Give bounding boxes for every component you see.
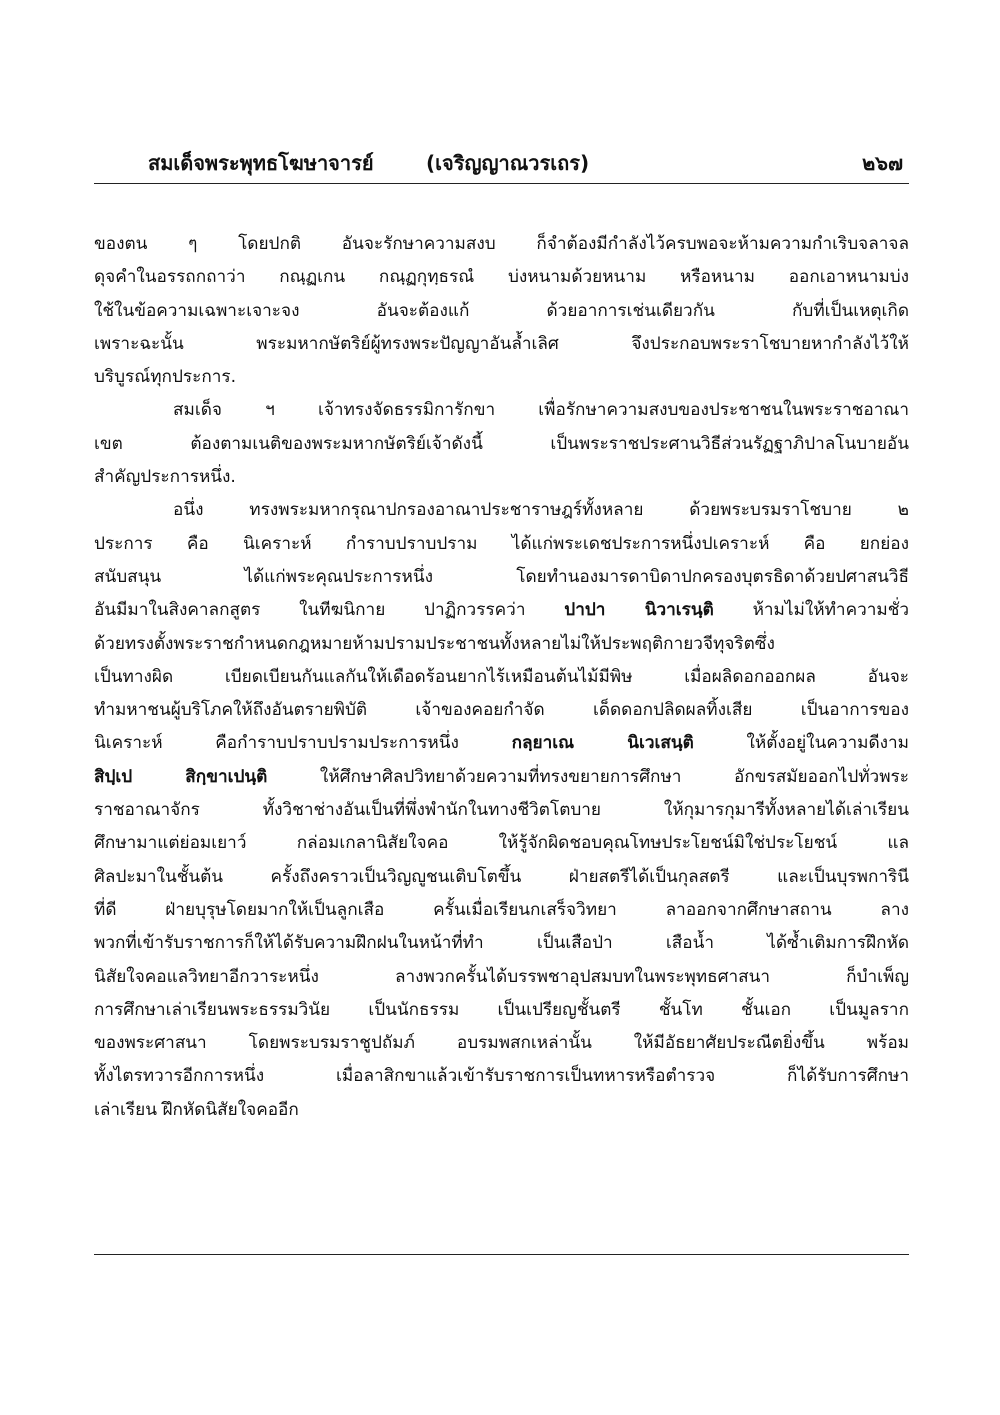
- text-line: ใช้ในข้อความเฉพาะเจาะจง อันจะต้องแก้ ด้วยอาการเช่นเดียวกัน กับที่เป็นเหตุเกิด: [94, 300, 909, 321]
- pali-phrase: กลฺยาเณ นิเวเสนฺติ: [511, 733, 694, 754]
- text-segment: ห้ามไม่ให้ทำความชั่ว: [752, 600, 909, 621]
- page-number: ๒๖๗: [862, 151, 903, 175]
- pali-phrase: ปาปา นิวาเรนฺติ: [564, 600, 714, 621]
- text-line: สมเด็จ ฯ เจ้าทรงจัดธรรมิการักขา เพื่อรักษาความสงบของประชาชนในพระราชอาณา: [173, 400, 909, 421]
- header-title: สมเด็จพระพุทธโฆษาจารย์: [148, 151, 374, 175]
- body-text: [94, 228, 909, 1127]
- text-line: เพราะฉะนั้น พระมหากษัตริย์ผู้ทรงพระปัญญาอันล้ำเลิศ จึงประกอบพระราโชบายหากำลังไว้ให้: [94, 333, 909, 354]
- text-line: นิสัยใจคอแลวิทยาอีกวาระหนึ่ง ลางพวกครั้นได้บรรพชาอุปสมบทในพระพุทธศาสนา ก็บำเพ็ญ: [94, 966, 909, 987]
- text-line: พวกที่เข้ารับราชการก็ให้ได้รับความฝึกฝนในหน้าที่ทำ เป็นเสือป่า เสือน้ำ ได้ซ้ำเติมการฝึกหัด: [94, 933, 909, 954]
- text-line: เป็นทางผิด เบียดเบียนกันแลกันให้เดือดร้อนยากไร้เหมือนต้นไม้มีพิษ เมื่อผลิดอกออกผล อันจะ: [94, 666, 909, 687]
- text-line: ศึกษามาแต่ย่อมเยาว์ กล่อมเกลานิสัยใจคอ ให้รู้จักผิดชอบคุณโทษประโยชน์มิใช่ประโยชน์ แล: [94, 833, 909, 854]
- text-line: ประการ คือ นิเคราะห์ กำราบปราบปราม ได้แก่พระเดชประการหนึ่งปเคราะห์ คือ ยกย่อง: [94, 533, 909, 554]
- text-line: สำคัญประการหนึ่ง.: [94, 467, 236, 488]
- text-line: ของพระศาสนา โดยพระบรมราชูปถัมภ์ อบรมพสกเหล่านั้น ให้มีอัธยาศัยประณีตยิ่งขึ้น พร้อม: [94, 1033, 909, 1054]
- text-line: [94, 727, 909, 760]
- text-line: ทั้งไตรทวารอีกการหนึ่ง เมื่อลาสิกขาแล้วเข้ารับราชการเป็นทหารหรือตำรวจ ก็ได้รับการศึกษา: [94, 1066, 909, 1087]
- text-line: ดุจคำในอรรถกถาว่า กณฺฏเกน กณฺฏกุทฺธรณํ บ่งหนามด้วยหนาม หรือหนาม ออกเอาหนามบ่ง: [94, 267, 909, 288]
- text-line: ศิลปะมาในชั้นต้น ครั้งถึงคราวเป็นวิญญูชนเติบโตขึ้น ฝ่ายสตรีได้เป็นกุลสตรี และเป็นบุรพการินี: [94, 866, 909, 887]
- text-segment: ให้ตั้งอยู่ในความดีงาม: [746, 733, 909, 754]
- text-line: การศึกษาเล่าเรียนพระธรรมวินัย เป็นนักธรรม เป็นเปรียญชั้นตรี ชั้นโท ชั้นเอก เป็นมูลราก: [94, 999, 909, 1020]
- text-line: อนึ่ง ทรงพระมหากรุณาปกรองอาณาประชาราษฎร์ทั้งหลาย ด้วยพระบรมราโชบาย ๒: [173, 500, 909, 521]
- text-line: สนับสนุน ได้แก่พระคุณประการหนึ่ง โดยทำนองมารดาบิดาปกครองบุตรธิดาด้วยปศาสนวิธี: [94, 566, 909, 587]
- text-line: [94, 761, 909, 794]
- text-line: ของตน ๆ โดยปกติ อันจะรักษาความสงบ ก็จำต้องมีกำลังไว้ครบพอจะห้ามความกำเริบจลาจล: [94, 234, 909, 254]
- text-line: ด้วยทรงตั้งพระราชกำหนดกฎหมายห้ามปรามประชาชนทั้งหลายไม่ให้ประพฤติกายวจีทุจริตซึ่ง: [94, 633, 775, 654]
- running-header: [94, 143, 909, 183]
- text-line: ทำมหาชนผู้บริโภคให้ถึงอันตรายพิบัติ เจ้าของคอยกำจัด เด็ดดอกปลิดผลทิ้งเสีย เป็นอาการของ: [94, 700, 909, 721]
- text-segment: ให้ศึกษาศิลปวิทยาด้วยความที่ทรงขยายการศึกษา อักขรสมัยออกไปทั่วพระ: [319, 766, 909, 787]
- text-line: บริบูรณ์ทุกประการ.: [94, 367, 237, 388]
- text-line: เขต ต้องตามเนติของพระมหากษัตริย์เจ้าดังนี้ เป็นพระราชประศานวิธีส่วนรัฏฐาภิปาลโนบายอัน: [94, 433, 909, 454]
- text-line: [94, 594, 909, 627]
- text-segment: นิเคราะห์ คือกำราบปราบปรามประการหนึ่ง: [94, 733, 459, 754]
- text-segment: อันมีมาในสิงคาลกสูตร ในทีฆนิกาย ปาฏิกวรรคว่า: [94, 600, 526, 621]
- header-subtitle: (เจริญญาณวรเถร): [426, 151, 590, 175]
- pali-phrase: สิปฺเป สิกฺขาเปนฺติ: [94, 766, 268, 787]
- text-line: ที่ดี ฝ่ายบุรุษโดยมากให้เป็นลูกเสือ ครั้นเมื่อเรียนกเสร็จวิทยา ลาออกจากศึกษาสถาน ลาง: [94, 899, 909, 920]
- header-rule: [94, 183, 909, 184]
- footer-rule: [94, 1254, 909, 1255]
- text-line: เล่าเรียน ฝึกหัดนิสัยใจคออีก: [94, 1099, 299, 1120]
- text-line: ราชอาณาจักร ทั้งวิชาช่างอันเป็นที่พึ่งพำนักในทางชีวิตโตบาย ให้กุมารกุมารีทั้งหลายได้เล่าเรียน: [94, 800, 909, 821]
